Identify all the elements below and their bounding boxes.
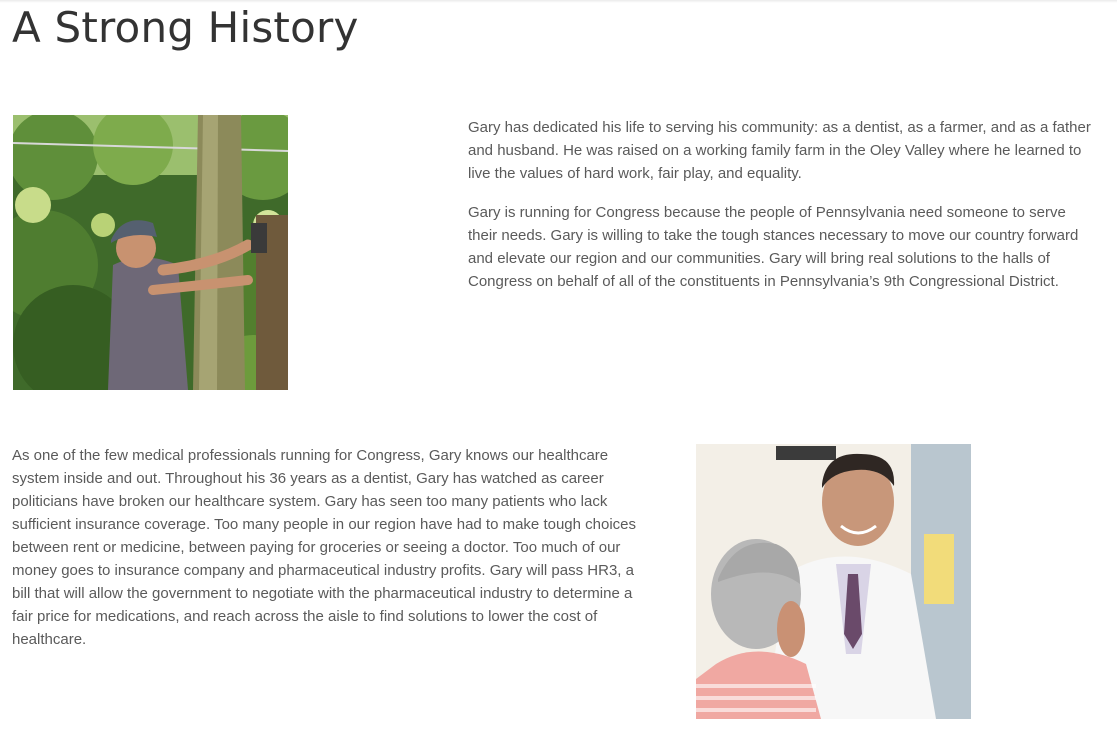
dentist-photo <box>696 444 971 719</box>
farm-photo-illustration <box>13 115 288 390</box>
page-title: A Strong History <box>12 3 359 52</box>
healthcare-statement <box>12 444 637 667</box>
bio-paragraph: Gary is running for Congress because the people of Pennsylvania need someone to serve their needs. Gary is willing to take the tough stances necessary to move our country forward and elevate our region and our communities. Gary will bring real solutions to the halls of Congress on behalf of all of the constituents in Pennsylvania’s 9th Congressional District. <box>468 204 1079 290</box>
bio-paragraph: Gary has dedicated his life to serving his community: as a dentist, as a farmer, and as a father and husband. He was raised on a working family farm in the Oley Valley where he learned to live the values of hard work, fair play, and equality. <box>468 119 1091 182</box>
biography-intro <box>468 116 1093 309</box>
farm-photo <box>13 115 288 390</box>
dentist-photo-illustration <box>696 444 971 719</box>
healthcare-paragraph: As one of the few medical professionals running for Congress, Gary knows our healthcare system inside and out. Throughout his 36 years as a dentist, Gary has watched as career politicians have broken our healthcare system. Gary has seen too many patients who lack sufficient insurance coverage. Too many people in our region have had to make tough choices between rent or medicine, between paying for groceries or seeing a doctor. Too much of our money goes to insurance company and pharmaceutical industry profits. Gary will pass HR3, a bill that will allow the government to negotiate with the pharmaceutical industry to determine a fair price for medications, and reach across the aisle to find solutions to lower the cost of healthcare. <box>12 447 637 648</box>
